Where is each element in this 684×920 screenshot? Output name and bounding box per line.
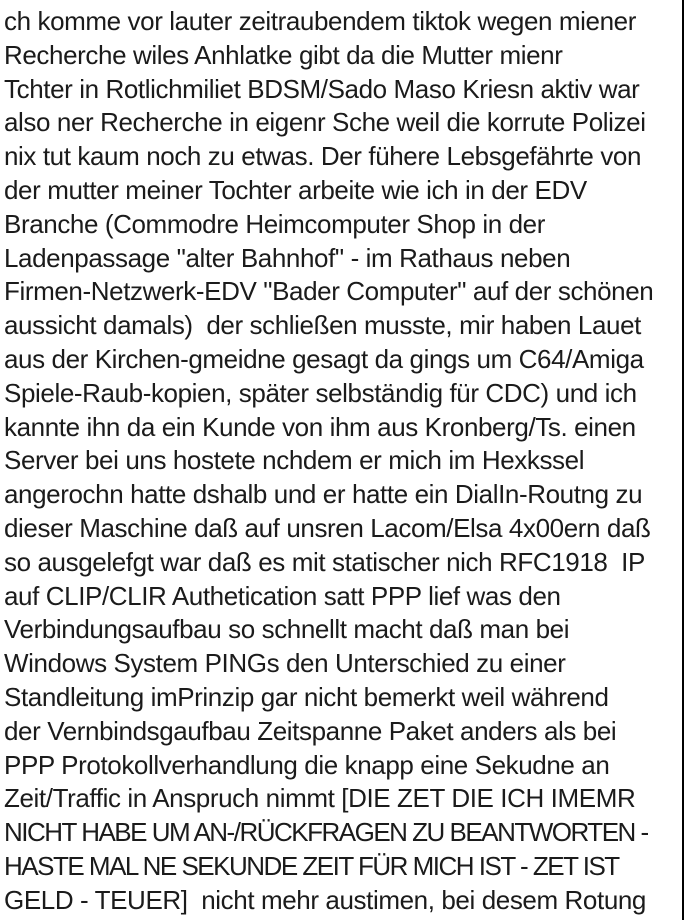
text-line: Standleitung imPrinzip gar nicht bemerkt weil während bbox=[4, 681, 609, 712]
text-line: der Vernbindsgaufbau Zeitspanne Paket anders als bei bbox=[4, 715, 617, 746]
text-line: Recherche wiles Anhlatke gibt da die Mutter mienr bbox=[4, 39, 563, 70]
text-line: aussicht damals) der schließen musste, mir haben Lauet bbox=[4, 310, 641, 341]
text-line: Spiele-Raub-kopien, später selbständig für CDC) und ich bbox=[4, 377, 637, 408]
text-line: der mutter meiner Tochter arbeite wie ich in der EDV bbox=[4, 174, 587, 205]
text-line: also ner Recherche in eigenr Sche weil die korrute Polizei bbox=[4, 107, 646, 138]
text-line: PPP Protokollverhandlung die knapp eine Sekudne an bbox=[4, 749, 610, 780]
text-line: dieser Maschine daß auf unsren Lacom/Elsa 4x00ern daß bbox=[4, 512, 651, 543]
text-line: Ladenpassage "alter Bahnhof" - im Rathaus neben bbox=[4, 242, 571, 273]
text-line: Server bei uns hostete nchdem er mich im Hexkssel bbox=[4, 445, 585, 476]
text-line: HASTE MAL NE SEKUNDE ZEIT FÜR MICH IST - ZET IST bbox=[4, 850, 619, 881]
text-line: Branche (Commodre Heimcomputer Shop in der bbox=[4, 208, 545, 239]
text-line: Zeit/Traffic in Anspruch nimmt [DIE ZET DIE ICH IMEMR bbox=[4, 783, 636, 814]
text-line: Windows System PINGs den Unterschied zu einer bbox=[4, 648, 566, 679]
text-line: Firmen-Netzwerk-EDV "Bader Computer" auf der schönen bbox=[4, 276, 654, 307]
text-line: GELD - TEUER] nicht mehr austimen, bei desem Rotung bbox=[4, 884, 646, 915]
text-line: nix tut kaum noch zu etwas. Der fühere Lebsgefährte von bbox=[4, 141, 642, 172]
text-line: NICHT HABE UM AN-/RÜCKFRAGEN ZU BEANTWORTEN - bbox=[4, 817, 648, 848]
text-line: kannte ihn da ein Kunde von ihm aus Kronberg/Ts. einen bbox=[4, 411, 636, 442]
text-line: ch komme vor lauter zeitraubendem tiktok wegen miener bbox=[4, 6, 636, 36]
text-line: angerochn hatte dshalb und er hatte ein DialIn-Routng zu bbox=[4, 479, 643, 510]
text-line: Tchter in Rotlichmiliet BDSM/Sado Maso Kriesn aktiv war bbox=[4, 73, 640, 104]
text-line: so ausgelefgt war daß es mit statischer nich RFC1918 IP bbox=[4, 546, 645, 577]
text-line: aus der Kirchen-gmeidne gesagt da gings um C64/Amiga bbox=[4, 343, 644, 374]
text-line: auf CLIP/CLIR Authetication satt PPP lief was den bbox=[4, 580, 561, 611]
text-line: Verbindungsaufbau so schnellt macht daß man bei bbox=[4, 614, 570, 645]
document-text bbox=[4, 5, 684, 918]
